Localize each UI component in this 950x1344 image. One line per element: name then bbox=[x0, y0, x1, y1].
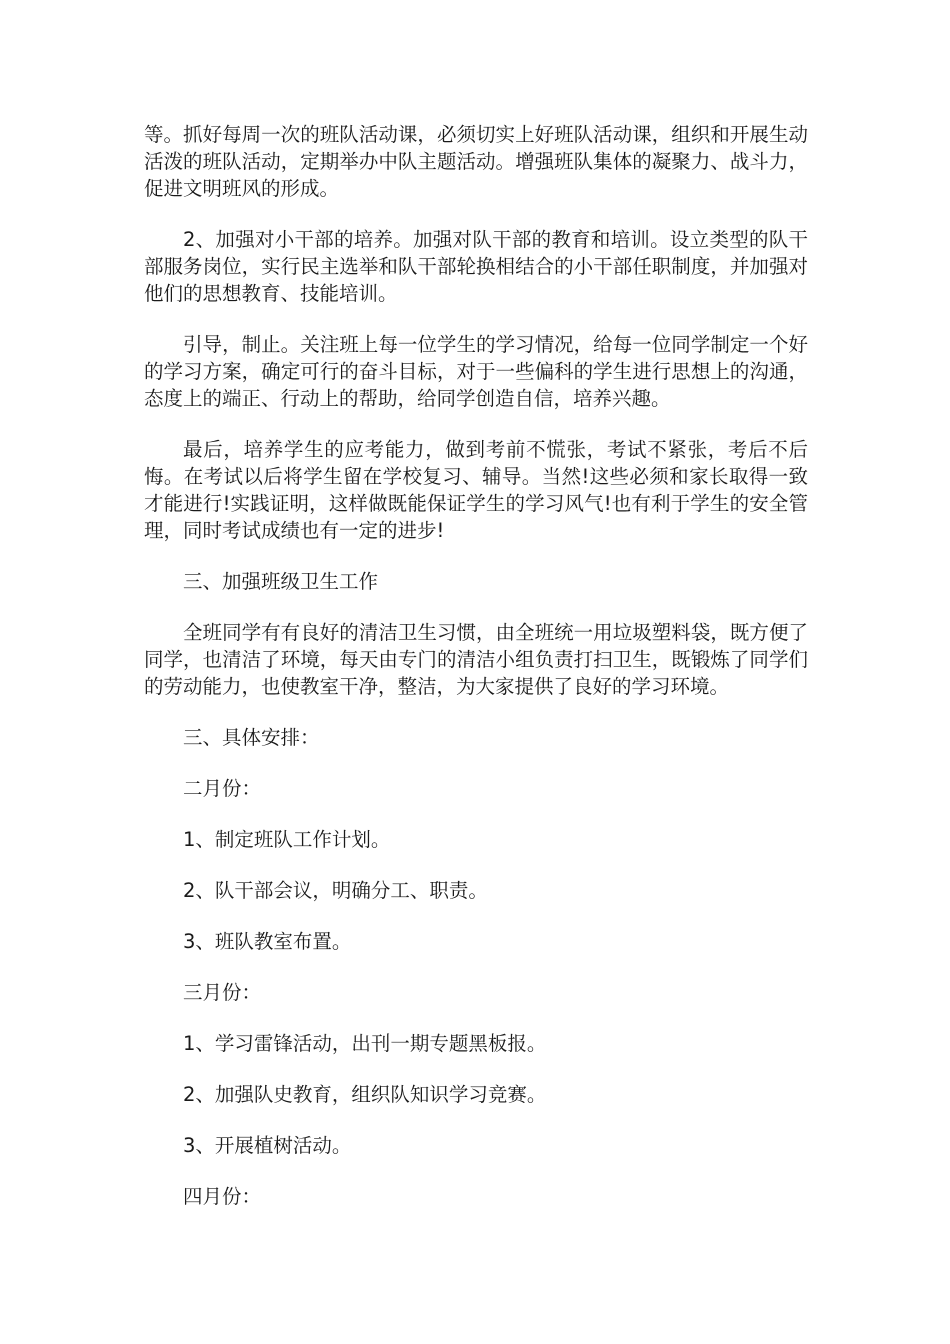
paragraph-guidance: 引导，制止。关注班上每一位学生的学习情况，给每一位同学制定一个好的学习方案，确定可行的奋斗目标，对于一些偏科的学生进行思想上的沟通，态度上的端正、行动上的帮助，给同学创造自信，培养兴趣。 bbox=[144, 333, 808, 410]
paragraph-cadre-training: 2、加强对小干部的培养。加强对队干部的教育和培训。设立类型的队干部服务岗位，实行民主选举和队干部轮换相结合的小干部任职制度，并加强对他们的思想教育、技能培训。 bbox=[144, 228, 808, 305]
month-heading-february: 二月份： bbox=[183, 777, 262, 800]
list-item: 2、队干部会议，明确分工、职责。 bbox=[183, 879, 488, 902]
list-item: 1、学习雷锋活动，出刊一期专题黑板报。 bbox=[183, 1032, 547, 1055]
list-item: 3、开展植树活动。 bbox=[183, 1134, 352, 1157]
list-item: 2、加强队史教育，组织队知识学习竞赛。 bbox=[183, 1083, 547, 1106]
paragraph-exam-ability: 最后，培养学生的应考能力，做到考前不慌张，考试不紧张，考后不后悔。在考试以后将学生留在学校复习、辅导。当然!这些必须和家长取得一致才能进行!实践证明，这样做既能保证学生的学习风气!也有利于学生的安全管理，同时考试成绩也有一定的进步! bbox=[144, 438, 808, 542]
section-heading-schedule: 三、具体安排： bbox=[183, 726, 320, 749]
paragraph-hygiene: 全班同学有有良好的清洁卫生习惯，由全班统一用垃圾塑料袋，既方便了同学，也清洁了环境，每天由专门的清洁小组负责打扫卫生，既锻炼了同学们的劳动能力，也使教室干净，整洁，为大家提供了良好的学习环境。 bbox=[144, 621, 808, 698]
list-item: 1、制定班队工作计划。 bbox=[183, 828, 391, 851]
month-heading-april: 四月份： bbox=[183, 1185, 262, 1208]
month-heading-march: 三月份： bbox=[183, 981, 262, 1004]
document-body bbox=[144, 121, 808, 1234]
paragraph-class-activities: 等。抓好每周一次的班队活动课，必须切实上好班队活动课，组织和开展生动活泼的班队活动，定期举办中队主题活动。增强班队集体的凝聚力、战斗力，促进文明班风的形成。 bbox=[144, 123, 808, 200]
section-heading-hygiene: 三、加强班级卫生工作 bbox=[183, 570, 379, 593]
list-item: 3、班队教室布置。 bbox=[183, 930, 352, 953]
